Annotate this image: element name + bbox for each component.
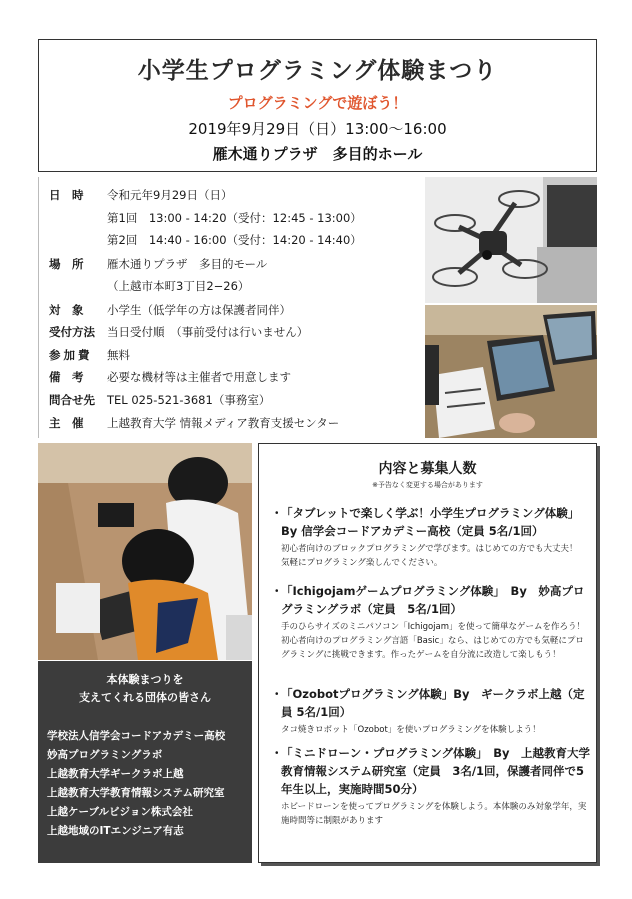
recruitment-title: 内容と募集人数 — [378, 461, 477, 477]
place-label: 場 所 — [49, 257, 84, 271]
event-item-desc: 手のひらサイズのミニパソコン「Ichigojam」を使って簡単なゲームを作ろう！初心者向けのプログラミング言語「Basic」なら、はじめての方でも気軽にプログラミングに挑戦できます。作ったゲームを自分流に改造して楽しもう！ — [281, 622, 586, 660]
tablet-photo — [425, 305, 597, 438]
event-item — [271, 685, 591, 737]
host-label: 主 催 — [49, 416, 84, 430]
info-table — [38, 177, 424, 438]
event-item-title: 「Ichigojamゲームプログラミング体験」 By 妙高プログラミングラボ（定員 5名/1回） — [281, 584, 585, 616]
event-item-title: 「Ozobotプログラミング体験」By ギークラボ上越（定員 5名/1回） — [281, 687, 585, 719]
event-title-wrap — [271, 582, 591, 618]
event-item — [271, 582, 591, 662]
bullet: ・ — [271, 506, 283, 520]
session2-value: 第2回 14:40 - 16:00（受付：14:20 - 14:40） — [107, 233, 362, 247]
header-box — [38, 39, 597, 172]
event-subtitle: プログラミングで遊ぼう！ — [227, 94, 408, 112]
sponsor-item: 上越教育大学ギークラボ上越 — [47, 768, 184, 780]
contact-label: 問合せ先 — [49, 393, 95, 407]
kids-photo — [38, 443, 252, 660]
drone-photo — [425, 177, 597, 303]
recruitment-box — [258, 443, 597, 863]
event-item-title: 「タブレットで楽しく学ぶ！小学生プログラミング体験」By 信学会コードアカデミー高校（定員 5名/1回） — [281, 506, 580, 538]
date-label: 日 時 — [49, 188, 84, 202]
target-label: 対 象 — [49, 303, 84, 317]
drone-illustration — [425, 177, 597, 303]
event-item — [271, 504, 591, 570]
sponsor-item: 上越教育大学教育情報システム研究室 — [47, 787, 225, 799]
session1-value: 第1回 13:00 - 14:20（受付：12:45 - 13:00） — [107, 211, 362, 225]
sponsor-item: 妙高プログラミングラボ — [47, 749, 163, 761]
reception-value: 当日受付順 （事前受付は行いません） — [107, 325, 309, 339]
bullet: ・ — [271, 687, 283, 701]
place-address: （上越市本町3丁目2−26） — [107, 279, 250, 293]
event-title: 小学生プログラミング体験まつり — [137, 58, 498, 84]
place-value: 雁木通りプラザ 多目的モール — [107, 257, 268, 271]
event-item-desc: タコ焼きロボット「Ozobot」を使いプログラミングを体験しよう！ — [281, 725, 541, 735]
host-value: 上越教育大学 情報メディア教育支援センター — [107, 416, 340, 430]
contact-value: TEL 025-521-3681（事務室） — [107, 393, 271, 407]
kids-illustration — [38, 443, 252, 660]
notes-value: 必要な機材等は主催者で用意します — [107, 370, 291, 384]
fee-value: 無料 — [107, 348, 130, 362]
event-datetime: 2019年9月29日（日）13:00〜16:00 — [188, 120, 447, 138]
event-title-wrap — [271, 504, 591, 540]
tablet-illustration — [425, 305, 597, 438]
event-venue: 雁木通りプラザ 多目的ホール — [212, 145, 423, 163]
bullet: ・ — [271, 584, 283, 598]
date-value: 令和元年9月29日（日） — [107, 188, 233, 202]
sponsors-heading-line2: 支えてくれる団体の皆さん — [79, 691, 211, 704]
sponsor-item: 学校法人信学会コードアカデミー高校 — [47, 730, 226, 742]
bullet: ・ — [271, 746, 283, 760]
fee-label: 参加費 — [49, 348, 93, 362]
recruitment-note: ※予告なく変更する場合があります — [372, 481, 483, 489]
event-item-title: 「ミニドローン・プログラミング体験」 By 上越教育大学教育情報システム研究室（定員 3名/1回，保護者同伴で5年生以上，実施時間50分） — [281, 746, 591, 796]
sponsors-heading-line1: 本体験まつりを — [106, 673, 184, 686]
event-item-desc: 初心者向けのブロックプログラミングで学びます。はじめての方でも大丈夫！ 気軽にプログラミング楽しんでください。 — [281, 544, 586, 568]
sponsors-box — [38, 661, 252, 863]
target-value: 小学生（低学年の方は保護者同伴） — [107, 303, 291, 317]
notes-label: 備 考 — [49, 370, 84, 384]
event-item-desc: ホビードローンを使ってプログラミングを体験しよう。本体験のみ対象学年，実施時間等に制限があります — [281, 802, 587, 826]
event-title-wrap — [271, 685, 591, 721]
sponsor-item: 上越ケーブルビジョン株式会社 — [47, 806, 193, 818]
sponsor-item: 上越地域のITエンジニア有志 — [47, 825, 184, 837]
reception-label: 受付方法 — [49, 325, 95, 339]
event-title-wrap — [271, 744, 591, 798]
event-item — [271, 744, 591, 828]
